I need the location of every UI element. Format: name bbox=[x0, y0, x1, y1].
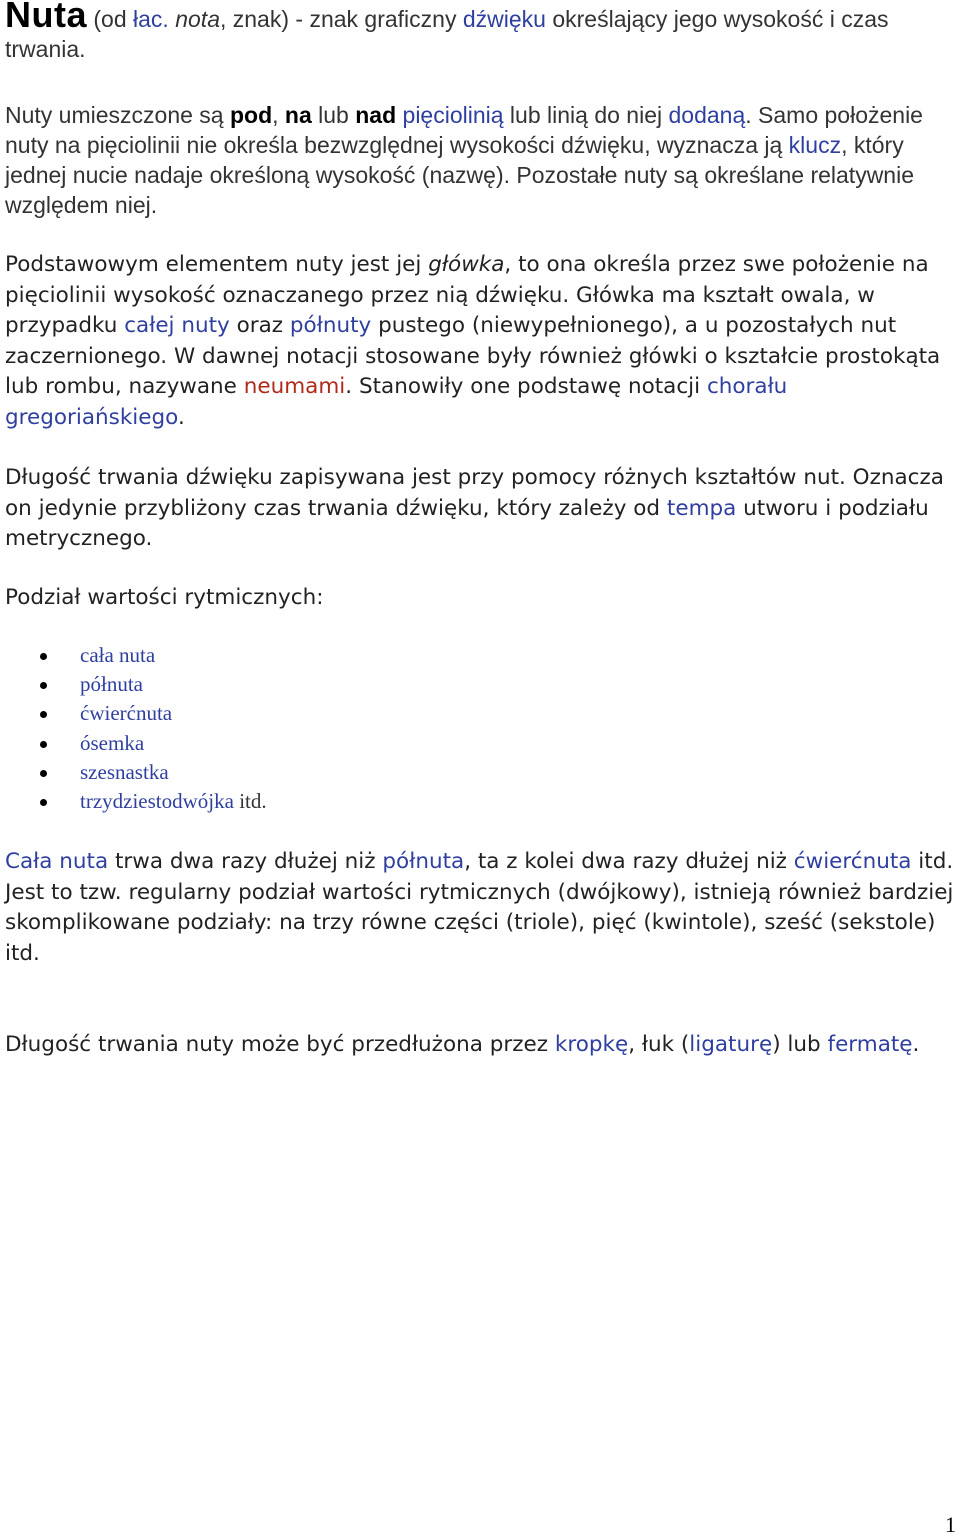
para-text: . bbox=[177, 404, 185, 430]
para-text: . bbox=[912, 1032, 920, 1057]
intro-text: określający jego wysokość i czas trwania. bbox=[5, 6, 889, 62]
para-text: pustego (niewypełnionego), a u pozostałych nut zaczernionego. W dawnej notacji stosowane były również główki o kształcie prostokąta lub rombu, nazywane bbox=[5, 313, 941, 399]
list-item bbox=[40, 641, 267, 670]
para-text: itd. bbox=[911, 849, 954, 874]
link-tempa[interactable]: tempa bbox=[666, 495, 737, 521]
para-text: ) lub bbox=[772, 1032, 828, 1057]
para-text: Podstawowym elementem nuty jest jej bbox=[5, 252, 429, 277]
list-item bbox=[40, 670, 267, 699]
list-suffix: itd. bbox=[233, 788, 267, 813]
para-text: , ta z kolei dwa razy dłużej niż bbox=[464, 849, 794, 874]
link-ligature[interactable]: ligaturę bbox=[689, 1032, 773, 1057]
link-dodana[interactable]: dodaną bbox=[668, 102, 746, 128]
paragraph-rhythm-heading bbox=[5, 583, 955, 614]
link-cwiercnuta-item[interactable]: ćwierćnuta bbox=[80, 701, 173, 726]
para-text: , który jednej nucie nadaje określoną wysokość (nazwę). Pozostałe nuty są określane relatywnie względem niej. bbox=[5, 132, 914, 218]
para-text: . Samo położenie nuty na pięciolinii nie określa bezwzględnej wysokości dźwięku, wyznacza ją bbox=[5, 102, 923, 158]
link-dzwieku[interactable]: dźwięku bbox=[462, 6, 546, 32]
intro-paragraph bbox=[5, 0, 955, 64]
bold-nad: nad bbox=[355, 102, 397, 128]
para-text: utworu i podziału metrycznego. bbox=[5, 495, 929, 551]
bullet-icon bbox=[40, 682, 47, 689]
page-number: 1 bbox=[945, 1512, 956, 1537]
list-item bbox=[40, 787, 267, 816]
para-text: Podział wartości rytmicznych: bbox=[5, 585, 324, 610]
bullet-icon bbox=[40, 653, 47, 660]
link-neumami[interactable]: neumami bbox=[243, 374, 346, 399]
intro-text: , znak) - znak graficzny bbox=[219, 6, 463, 32]
para-text: Długość trwania nuty może być przedłużona przez bbox=[5, 1032, 555, 1057]
para-text: , łuk ( bbox=[628, 1032, 690, 1057]
para-text: Długość trwania dźwięku zapisywana jest przy pomocy różnych kształtów nut. Oznacza on jedynie przybliżony czas trwania dźwięku, który zależy od bbox=[5, 465, 944, 521]
bold-pod: pod bbox=[229, 102, 273, 128]
link-kropke[interactable]: kropkę bbox=[554, 1032, 629, 1057]
intro-text: (od bbox=[87, 6, 134, 32]
link-cala-nuta-item[interactable]: cała nuta bbox=[80, 643, 156, 667]
italic-nota: nota bbox=[175, 6, 220, 32]
paragraph-ratios bbox=[5, 847, 955, 969]
link-osemka-item[interactable]: ósemka bbox=[80, 730, 145, 755]
page-title: Nuta bbox=[5, 0, 87, 35]
list-item bbox=[40, 758, 267, 787]
link-cwiercnuta[interactable]: ćwierćnuta bbox=[793, 849, 912, 874]
link-fermate[interactable]: fermatę bbox=[827, 1032, 913, 1057]
bullet-icon bbox=[40, 799, 47, 806]
para-text: Jest to tzw. regularny podział wartości rytmicznych (dwójkowy), istnieją również bardziej skomplikowane podziały: na trzy równe części (triole), pięć (kwintole), sześć (sekstole) itd. bbox=[5, 879, 954, 966]
italic-glowka: główka bbox=[428, 252, 505, 277]
link-calej-nuty[interactable]: całej nuty bbox=[124, 313, 230, 338]
para-text: lub bbox=[311, 102, 356, 128]
link-pieciolinia[interactable]: pięciolinią bbox=[402, 102, 504, 128]
para-text: trwa dwa razy dłużej niż bbox=[108, 849, 383, 874]
list-item bbox=[40, 729, 267, 758]
link-klucz[interactable]: klucz bbox=[788, 132, 842, 158]
link-choralu-gregorianskiego[interactable]: chorału gregoriańskiego bbox=[5, 374, 788, 430]
para-text: , bbox=[272, 102, 285, 128]
link-lac[interactable]: łac. bbox=[133, 6, 169, 32]
link-polnuty[interactable]: półnuty bbox=[289, 313, 372, 338]
para-text: lub linią do niej bbox=[503, 102, 669, 128]
link-cala-nuta[interactable]: Cała nuta bbox=[5, 849, 109, 874]
rhythmic-values-list bbox=[40, 641, 267, 816]
paragraph-duration bbox=[5, 463, 955, 555]
bullet-icon bbox=[40, 770, 47, 777]
para-text: oraz bbox=[229, 313, 290, 338]
link-polnuta-item[interactable]: półnuta bbox=[80, 672, 143, 697]
list-item bbox=[40, 699, 267, 728]
para-text: Nuty umieszczone są bbox=[5, 102, 230, 128]
bold-na: na bbox=[284, 102, 312, 128]
link-polnuta[interactable]: półnuta bbox=[382, 849, 465, 874]
para-text: , to ona określa przez swe położenie na pięciolinii wysokość oznaczanego przez nią dźwięku. Główka ma kształt owala, w przypadku bbox=[5, 252, 929, 338]
bullet-icon bbox=[40, 741, 47, 748]
para-text: . Stanowiły one podstawę notacji bbox=[345, 374, 707, 399]
paragraph-position bbox=[5, 100, 955, 220]
paragraph-extension bbox=[5, 1030, 955, 1061]
link-trzydziestodwojka-item[interactable]: trzydziestodwójka bbox=[80, 788, 234, 813]
link-szesnastka-item[interactable]: szesnastka bbox=[80, 759, 169, 784]
paragraph-head bbox=[5, 250, 955, 433]
bullet-icon bbox=[40, 711, 47, 718]
